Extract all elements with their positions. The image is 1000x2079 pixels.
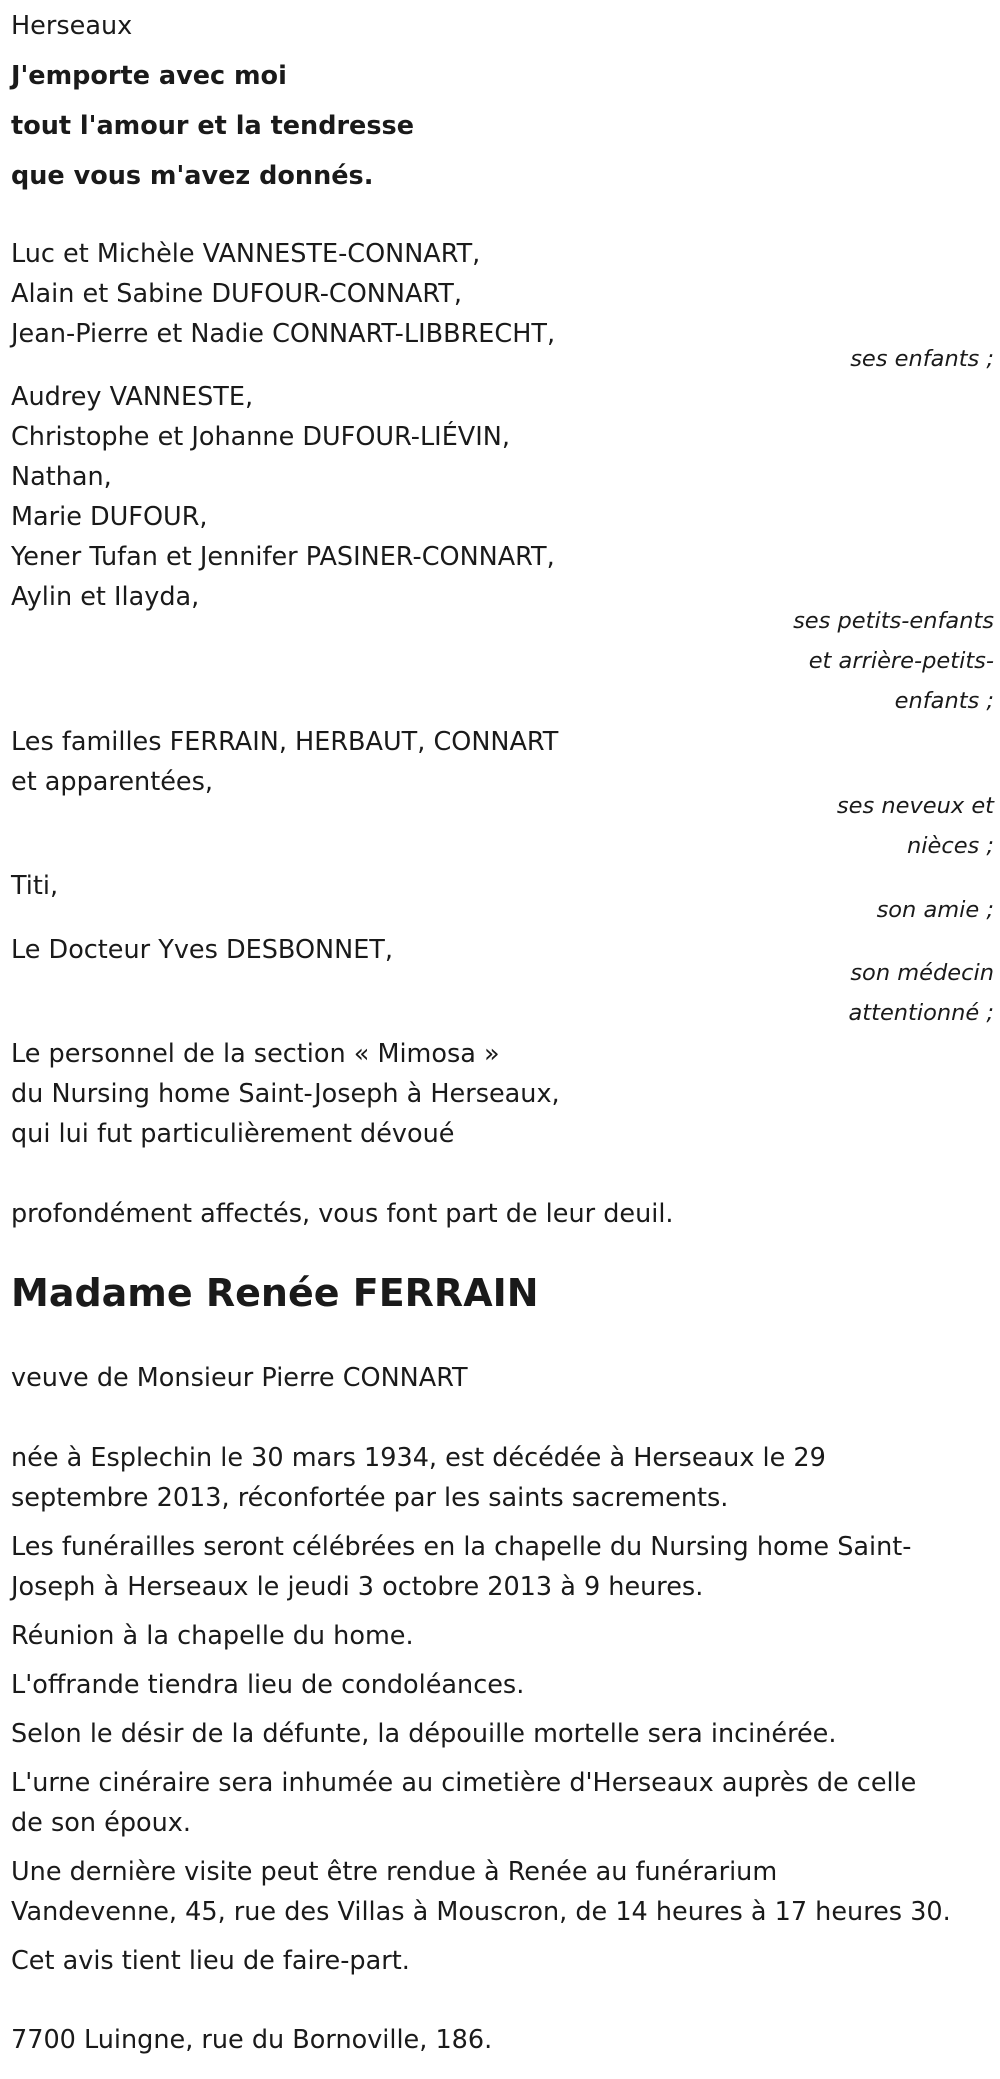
friend-relation: son amie ;	[876, 897, 994, 923]
detail-line: Joseph à Herseaux le jeudi 3 octobre 2013 à 9 heures.	[11, 1572, 704, 1602]
detail-line: L'offrande tiendra lieu de condoléances.	[11, 1670, 525, 1700]
quote-line: tout l'amour et la tendresse	[11, 111, 414, 141]
grandchild-name: Christophe et Johanne DUFOUR-LIÉVIN,	[11, 422, 510, 452]
grandchildren-relation: ses petits-enfants	[793, 608, 994, 634]
children-name: Jean-Pierre et Nadie CONNART-LIBBRECHT,	[11, 319, 556, 349]
detail-line: Une dernière visite peut être rendue à Renée au funérarium	[11, 1857, 778, 1887]
families-relation: nièces ;	[906, 833, 994, 859]
detail-line: Vandevenne, 45, rue des Villas à Mouscron, de 14 heures à 17 heures 30.	[11, 1897, 951, 1927]
detail-line: Réunion à la chapelle du home.	[11, 1621, 414, 1651]
grandchildren-relation: enfants ;	[894, 688, 994, 714]
grandchild-name: Marie DUFOUR,	[11, 502, 208, 532]
staff-line: du Nursing home Saint-Joseph à Herseaux,	[11, 1079, 560, 1109]
grandchild-name: Nathan,	[11, 462, 112, 492]
detail-line: septembre 2013, réconfortée par les saints sacrements.	[11, 1483, 729, 1513]
detail-line: Cet avis tient lieu de faire-part.	[11, 1946, 410, 1976]
grandchild-name: Yener Tufan et Jennifer PASINER-CONNART,	[11, 542, 555, 572]
children-relation: ses enfants ;	[850, 346, 994, 372]
doctor-relation: son médecin	[850, 960, 994, 986]
address: 7700 Luingne, rue du Bornoville, 186.	[11, 2025, 493, 2055]
families-name: et apparentées,	[11, 767, 213, 797]
families-name: Les familles FERRAIN, HERBAUT, CONNART	[11, 727, 559, 757]
friend-name: Titi,	[11, 871, 59, 901]
children-name: Luc et Michèle VANNESTE-CONNART,	[11, 239, 481, 269]
detail-line: née à Esplechin le 30 mars 1934, est décédée à Herseaux le 29	[11, 1443, 826, 1473]
detail-line: Les funérailles seront célébrées en la chapelle du Nursing home Saint-	[11, 1532, 912, 1562]
grandchildren-relation: et arrière-petits-	[808, 648, 994, 674]
quote-line: que vous m'avez donnés.	[11, 161, 374, 191]
families-relation: ses neveux et	[836, 793, 994, 819]
grandchild-name: Audrey VANNESTE,	[11, 382, 254, 412]
detail-line: de son époux.	[11, 1808, 191, 1838]
quote-line: J'emporte avec moi	[11, 61, 287, 91]
staff-line: Le personnel de la section « Mimosa »	[11, 1039, 500, 1069]
grandchild-name: Aylin et Ilayda,	[11, 582, 200, 612]
deceased-name: Madame Renée FERRAIN	[11, 1271, 539, 1315]
place-heading: Herseaux	[11, 11, 133, 41]
staff-line: qui lui fut particulièrement dévoué	[11, 1119, 455, 1149]
detail-line: L'urne cinéraire sera inhumée au cimetière d'Herseaux auprès de celle	[11, 1768, 917, 1798]
detail-line: Selon le désir de la défunte, la dépouille mortelle sera incinérée.	[11, 1719, 837, 1749]
announcement: profondément affectés, vous font part de leur deuil.	[11, 1199, 674, 1229]
doctor-name: Le Docteur Yves DESBONNET,	[11, 935, 393, 965]
children-name: Alain et Sabine DUFOUR-CONNART,	[11, 279, 462, 309]
doctor-relation: attentionné ;	[848, 1000, 994, 1026]
widow-of: veuve de Monsieur Pierre CONNART	[11, 1363, 468, 1393]
